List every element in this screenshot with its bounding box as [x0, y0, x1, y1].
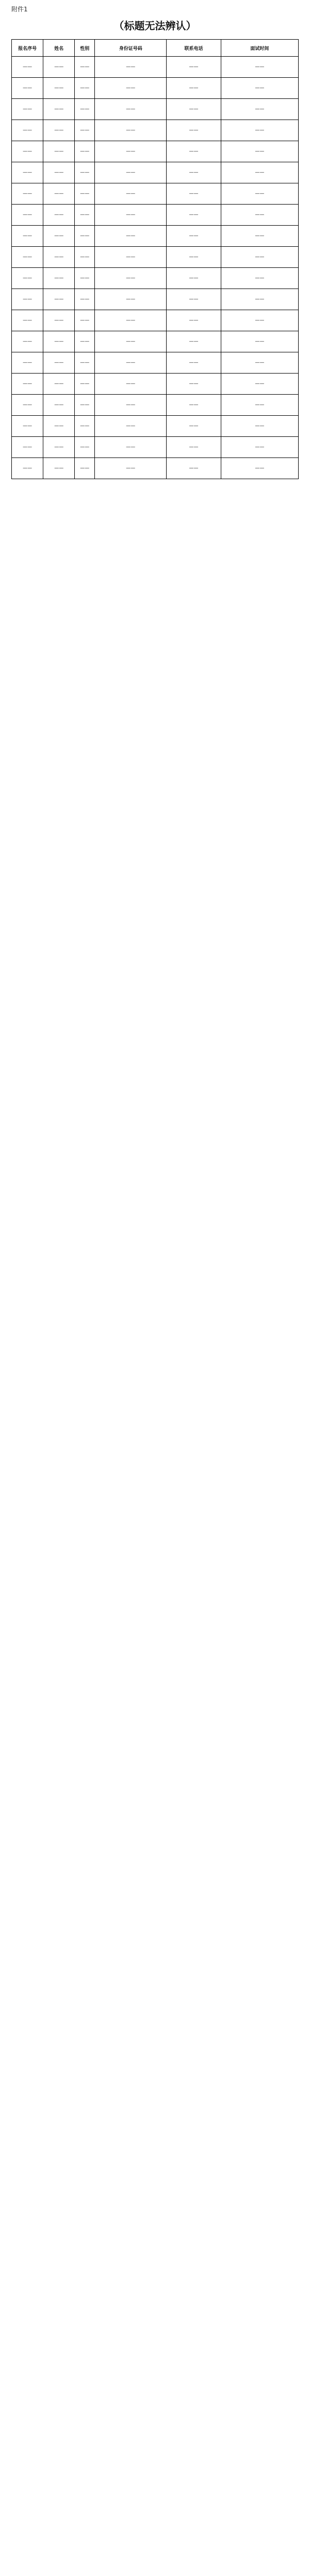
table-row [12, 416, 299, 437]
time-cell: —— [221, 458, 298, 479]
phone-cell: —— [167, 289, 221, 310]
phone-cell: —— [167, 162, 221, 183]
id-cell: —— [95, 141, 167, 162]
time-cell: —— [221, 120, 298, 141]
time-cell: —— [221, 247, 298, 268]
id-cell: —— [95, 78, 167, 99]
name-cell: —— [43, 289, 75, 310]
name-cell: —— [43, 352, 75, 374]
time-cell: —— [221, 437, 298, 458]
table-row [12, 141, 299, 162]
time-cell: —— [221, 268, 298, 289]
serial-cell: —— [12, 289, 43, 310]
name-cell: —— [43, 416, 75, 437]
gender-cell: —— [75, 331, 95, 352]
schedule-table [11, 39, 299, 479]
serial-cell: —— [12, 99, 43, 120]
gender-cell: —— [75, 183, 95, 205]
name-cell: —— [43, 162, 75, 183]
gender-cell: —— [75, 416, 95, 437]
gender-cell: —— [75, 226, 95, 247]
table-row [12, 310, 299, 331]
phone-cell: —— [167, 78, 221, 99]
phone-cell: —— [167, 331, 221, 352]
name-cell: —— [43, 331, 75, 352]
name-cell: —— [43, 120, 75, 141]
gender-cell: —— [75, 162, 95, 183]
gender-cell: —— [75, 374, 95, 395]
serial-cell: —— [12, 352, 43, 374]
id-cell: —— [95, 310, 167, 331]
time-cell: —— [221, 395, 298, 416]
id-cell: —— [95, 99, 167, 120]
id-cell: —— [95, 57, 167, 78]
gender-cell: —— [75, 437, 95, 458]
time-cell: —— [221, 289, 298, 310]
table-header-row [12, 40, 299, 57]
phone-cell: —— [167, 352, 221, 374]
name-cell: —— [43, 57, 75, 78]
name-cell: —— [43, 268, 75, 289]
table-row [12, 458, 299, 479]
header-cell: 身份证号码 [95, 40, 167, 57]
gender-cell: —— [75, 310, 95, 331]
serial-cell: —— [12, 331, 43, 352]
serial-cell: —— [12, 310, 43, 331]
time-cell: —— [221, 57, 298, 78]
time-cell: —— [221, 183, 298, 205]
id-cell: —— [95, 437, 167, 458]
name-cell: —— [43, 205, 75, 226]
table-row [12, 57, 299, 78]
table-row [12, 162, 299, 183]
time-cell: —— [221, 310, 298, 331]
name-cell: —— [43, 374, 75, 395]
id-cell: —— [95, 268, 167, 289]
name-cell: —— [43, 437, 75, 458]
header-cell: 性别 [75, 40, 95, 57]
time-cell: —— [221, 141, 298, 162]
table-row [12, 331, 299, 352]
name-cell: —— [43, 395, 75, 416]
phone-cell: —— [167, 437, 221, 458]
phone-cell: —— [167, 458, 221, 479]
serial-cell: —— [12, 268, 43, 289]
phone-cell: —— [167, 374, 221, 395]
id-cell: —— [95, 395, 167, 416]
gender-cell: —— [75, 247, 95, 268]
serial-cell: —— [12, 437, 43, 458]
id-cell: —— [95, 352, 167, 374]
name-cell: —— [43, 141, 75, 162]
id-cell: —— [95, 416, 167, 437]
serial-cell: —— [12, 416, 43, 437]
id-cell: —— [95, 162, 167, 183]
gender-cell: —— [75, 120, 95, 141]
id-cell: —— [95, 183, 167, 205]
table-row [12, 289, 299, 310]
serial-cell: —— [12, 162, 43, 183]
serial-cell: —— [12, 183, 43, 205]
gender-cell: —— [75, 99, 95, 120]
phone-cell: —— [167, 395, 221, 416]
serial-cell: —— [12, 57, 43, 78]
header-cell: 报名序号 [12, 40, 43, 57]
attachment-label: 附件1 [11, 6, 28, 13]
name-cell: —— [43, 310, 75, 331]
name-cell: —— [43, 99, 75, 120]
time-cell: —— [221, 99, 298, 120]
phone-cell: —— [167, 226, 221, 247]
phone-cell: —— [167, 120, 221, 141]
phone-cell: —— [167, 310, 221, 331]
gender-cell: —— [75, 57, 95, 78]
gender-cell: —— [75, 458, 95, 479]
id-cell: —— [95, 458, 167, 479]
table-row [12, 268, 299, 289]
table-row [12, 437, 299, 458]
id-cell: —— [95, 331, 167, 352]
serial-cell: —— [12, 374, 43, 395]
phone-cell: —— [167, 141, 221, 162]
id-cell: —— [95, 205, 167, 226]
id-cell: —— [95, 226, 167, 247]
phone-cell: —— [167, 205, 221, 226]
phone-cell: —— [167, 57, 221, 78]
serial-cell: —— [12, 120, 43, 141]
serial-cell: —— [12, 78, 43, 99]
time-cell: —— [221, 162, 298, 183]
serial-cell: —— [12, 226, 43, 247]
time-cell: —— [221, 78, 298, 99]
name-cell: —— [43, 247, 75, 268]
time-cell: —— [221, 205, 298, 226]
phone-cell: —— [167, 416, 221, 437]
table-row [12, 78, 299, 99]
phone-cell: —— [167, 247, 221, 268]
gender-cell: —— [75, 395, 95, 416]
table-row [12, 247, 299, 268]
header-cell: 面试时间 [221, 40, 298, 57]
page-title: （标题无法辨认） [113, 20, 197, 32]
name-cell: —— [43, 78, 75, 99]
time-cell: —— [221, 416, 298, 437]
gender-cell: —— [75, 141, 95, 162]
gender-cell: —— [75, 268, 95, 289]
phone-cell: —— [167, 268, 221, 289]
serial-cell: —— [12, 458, 43, 479]
time-cell: —— [221, 226, 298, 247]
serial-cell: —— [12, 247, 43, 268]
table-row [12, 395, 299, 416]
header-cell: 姓名 [43, 40, 75, 57]
table-row [12, 226, 299, 247]
phone-cell: —— [167, 99, 221, 120]
time-cell: —— [221, 374, 298, 395]
time-cell: —— [221, 331, 298, 352]
serial-cell: —— [12, 395, 43, 416]
gender-cell: —— [75, 289, 95, 310]
id-cell: —— [95, 120, 167, 141]
time-cell: —— [221, 352, 298, 374]
table-row [12, 374, 299, 395]
serial-cell: —— [12, 141, 43, 162]
table-row [12, 99, 299, 120]
gender-cell: —— [75, 205, 95, 226]
name-cell: —— [43, 458, 75, 479]
table-row [12, 120, 299, 141]
id-cell: —— [95, 374, 167, 395]
gender-cell: —— [75, 78, 95, 99]
phone-cell: —— [167, 183, 221, 205]
name-cell: —— [43, 226, 75, 247]
table-row [12, 183, 299, 205]
header-cell: 联系电话 [167, 40, 221, 57]
id-cell: —— [95, 289, 167, 310]
gender-cell: —— [75, 352, 95, 374]
table-row [12, 352, 299, 374]
serial-cell: —— [12, 205, 43, 226]
id-cell: —— [95, 247, 167, 268]
table-row [12, 205, 299, 226]
table-body [12, 57, 299, 479]
name-cell: —— [43, 183, 75, 205]
